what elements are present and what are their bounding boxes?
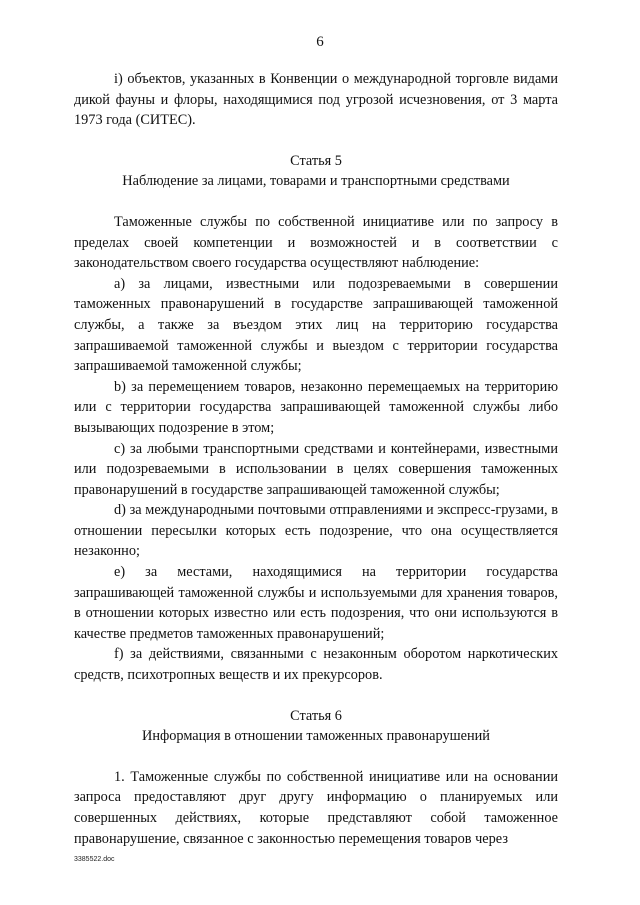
article-5-item-b: b) за перемещением товаров, незаконно перемещаемых на территорию или с территории государства запрашивающей таможенной службы либо вызывающих подозрение в этом; [74,378,558,436]
article-6 [74,706,558,850]
article-5 [74,151,558,686]
document-filename: 3385522.doc [74,856,115,863]
article-6-heading: Информация в отношении таможенных правонарушений [142,728,490,745]
list-item-i: i) объектов, указанных в Конвенции о международной торговле видами дикой фауны и флоры, находящимися под угрозой исчезновения, от 3 марта 1973 года (СИТЕС). [74,71,558,129]
article-5-intro: Таможенные службы по собственной инициативе или по запросу в пределах своей компетенции и возможностей и в соответствии с законодательством своего государства осуществляют наблюдение: [74,213,558,272]
article-6-paragraph-1: 1. Таможенные службы по собственной инициативе или на основании запроса предоставляют друг другу информацию о планируемых или совершенных действиях, которые представляют собой таможенное правонарушение, связанное с законностью перемещения товаров через [74,768,558,847]
document-body [74,69,558,849]
article-5-item-e: e) за местами, находящимися на территории государства запрашивающей таможенной службы и используемыми для хранения товаров, в отношении которых известно или есть подозрения, что они используются в качестве предметов таможенных правонарушений; [74,564,558,642]
article-5-item-c: c) за любыми транспортными средствами и контейнерами, известными или подозреваемыми в использовании в целях совершения таможенных правонарушений в государстве запрашивающей таможенной службы; [74,440,558,498]
article-5-title: Статья 5 [290,152,342,169]
article-6-title: Статья 6 [290,707,342,724]
article-5-heading: Наблюдение за лицами, товарами и транспортными средствами [122,173,510,190]
article-5-item-a: a) за лицами, известными или подозреваемыми в совершении таможенных правонарушений в государстве запрашивающей таможенной службы, а также за въездом этих лиц на территорию государства запрашиваемой таможенной службы и выездом с территории государства запрашиваемой таможенной службы; [74,275,558,375]
article-5-item-d: d) за международными почтовыми отправлениями и экспресс-грузами, в отношении пересылки которых есть подозрение, что она осуществляется незаконно; [74,502,558,560]
article-5-item-f: f) за действиями, связанными с незаконным оборотом наркотических средств, психотропных веществ и их прекурсоров. [74,646,558,684]
page-number: 6 [316,34,324,50]
